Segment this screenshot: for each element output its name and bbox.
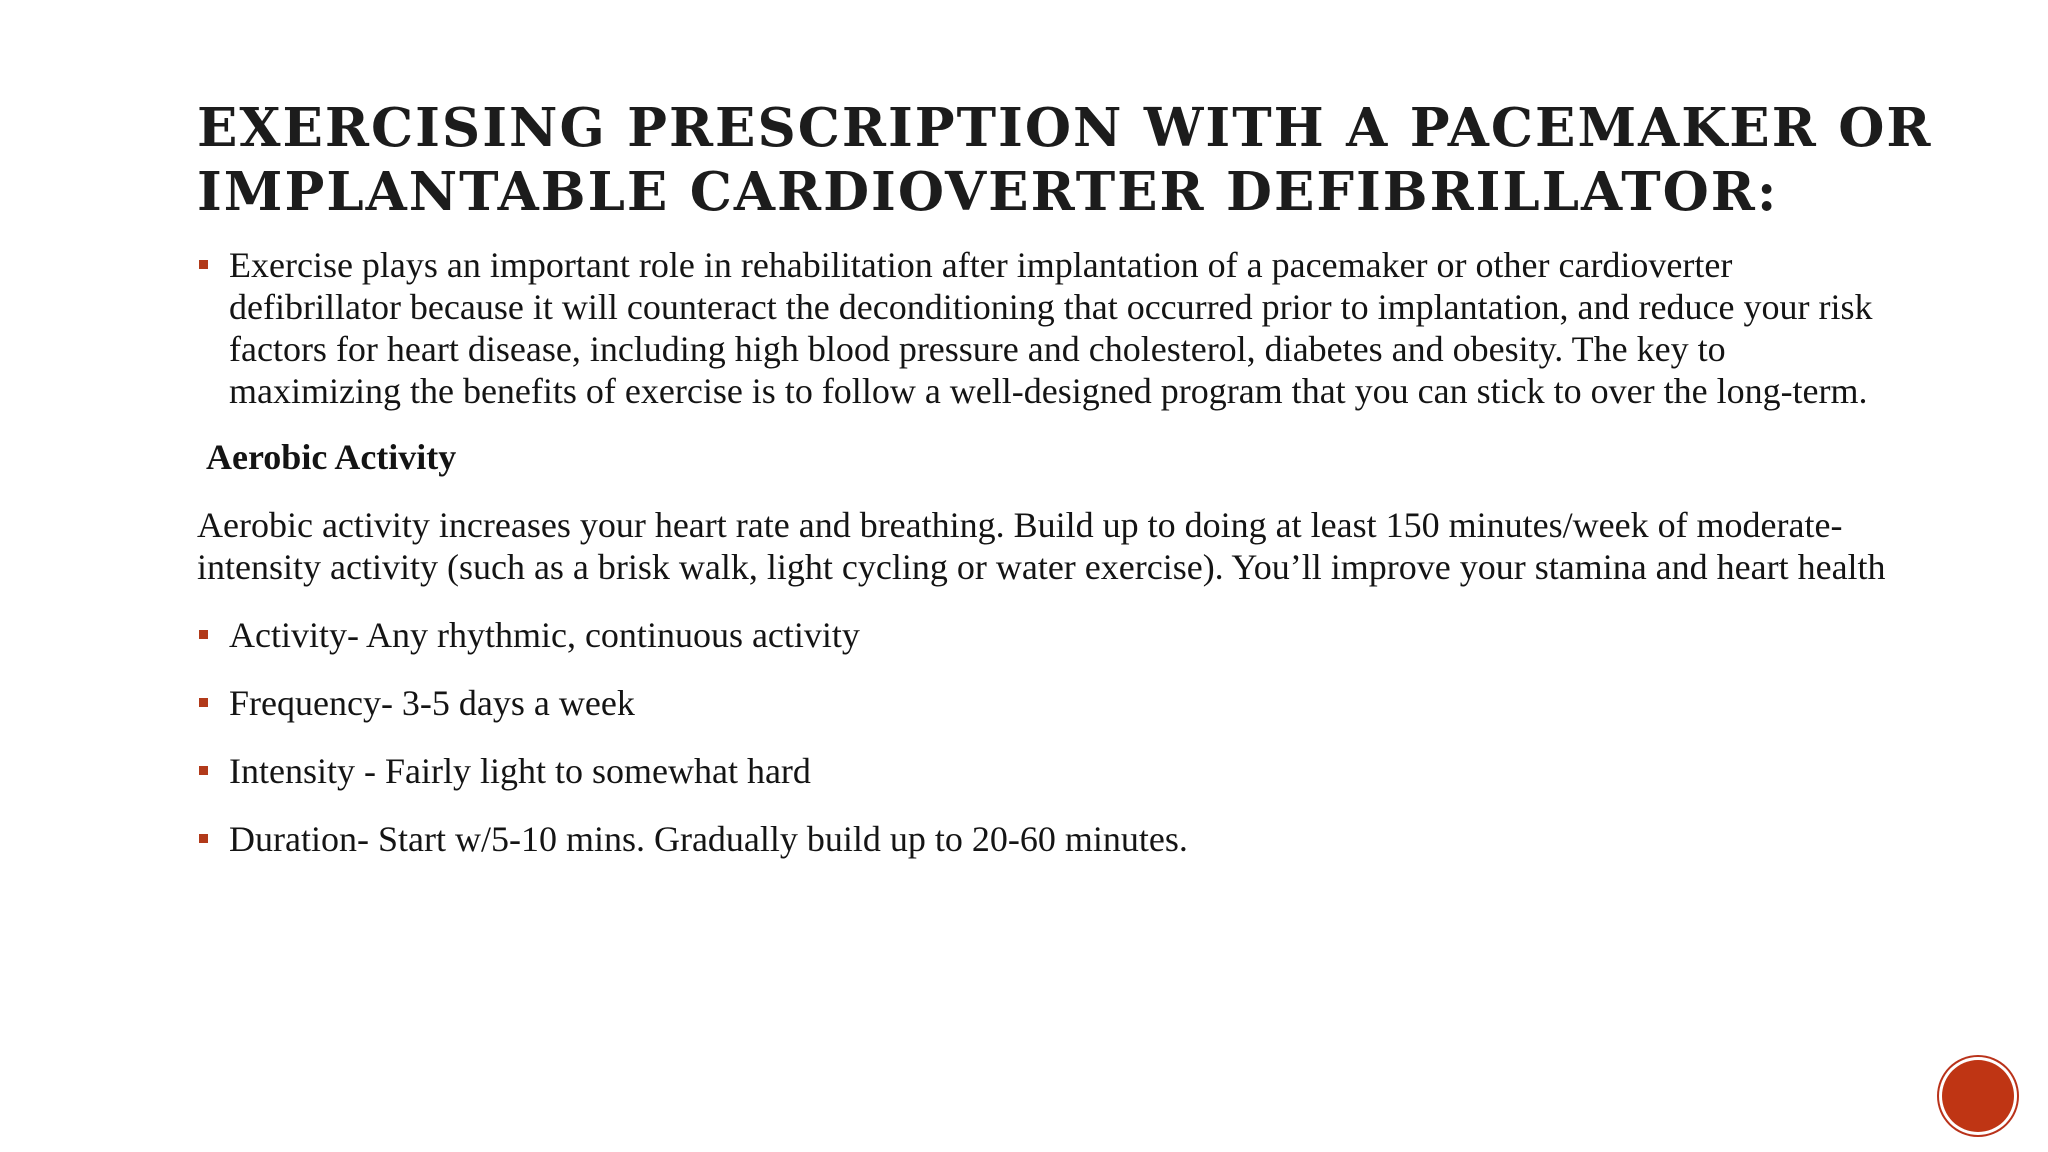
slide-body bbox=[197, 244, 1887, 886]
title-line-1: EXERCISING PRESCRIPTION WITH A PACEMAKER OR bbox=[197, 97, 1933, 159]
square-bullet-icon bbox=[199, 260, 208, 269]
slide-title bbox=[197, 96, 1933, 224]
list-item bbox=[197, 818, 1887, 860]
aerobic-paragraph: Aerobic activity increases your heart rate and breathing. Build up to doing at least 150 minutes/week of moderate-intensity activity (such as a brisk walk, light cycling or water exercise). You’ll improve your stamina and heart health bbox=[197, 505, 1886, 587]
slide-nav-circle-button[interactable] bbox=[1942, 1060, 2014, 1132]
list-item-text: Activity- Any rhythmic, continuous activity bbox=[229, 615, 860, 655]
square-bullet-icon bbox=[199, 766, 208, 775]
list-item-text: Duration- Start w/5-10 mins. Gradually build up to 20-60 minutes. bbox=[229, 819, 1188, 859]
list-item bbox=[197, 750, 1887, 792]
list-item bbox=[197, 614, 1887, 656]
title-line-2: IMPLANTABLE CARDIOVERTER DEFIBRILLATOR: bbox=[197, 161, 1779, 223]
list-item-text: Frequency- 3-5 days a week bbox=[229, 683, 635, 723]
list-item bbox=[197, 682, 1887, 724]
list-item-text: Intensity - Fairly light to somewhat hard bbox=[229, 751, 811, 791]
square-bullet-icon bbox=[199, 834, 208, 843]
intro-bullet bbox=[197, 244, 1887, 412]
intro-text: Exercise plays an important role in rehabilitation after implantation of a pacemaker or other cardioverter defibrillator because it will counteract the deconditioning that occurred prior to implantation, and reduce your risk factors for heart disease, including high blood pressure and cholesterol, diabetes and obesity. The key to maximizing the benefits of exercise is to follow a well-designed program that you can stick to over the long-term. bbox=[229, 245, 1873, 411]
square-bullet-icon bbox=[199, 698, 208, 707]
subheading-aerobic: Aerobic Activity bbox=[206, 437, 457, 477]
bullet-list bbox=[197, 614, 1887, 860]
square-bullet-icon bbox=[199, 630, 208, 639]
